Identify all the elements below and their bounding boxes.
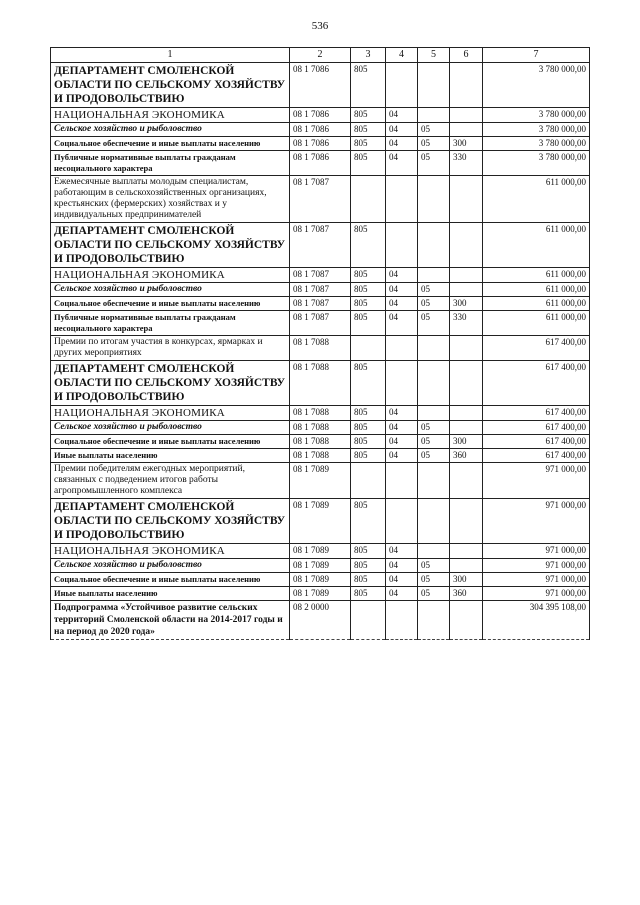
header-cell-name: 1 [51, 48, 290, 63]
table-row [51, 499, 590, 544]
cell-sum: 3 780 000,00 [483, 63, 590, 108]
cell-rz: 04 [386, 435, 418, 449]
table-row [51, 176, 590, 223]
cell-name: Социальное обеспечение и иные выплаты населению [51, 297, 290, 311]
page-number: 536 [311, 20, 329, 32]
cell-name: Публичные нормативные выплаты гражданам несоциального характера [51, 311, 290, 336]
cell-code: 08 1 7089 [290, 499, 351, 544]
table-row [51, 587, 590, 601]
cell-sum: 971 000,00 [483, 587, 590, 601]
cell-code: 08 1 7089 [290, 587, 351, 601]
cell-grbs [351, 176, 386, 223]
table-row [51, 137, 590, 151]
cell-rz: 04 [386, 311, 418, 336]
cell-sum: 611 000,00 [483, 311, 590, 336]
cell-pr: 05 [418, 435, 450, 449]
cell-vr [450, 406, 483, 421]
cell-name: ДЕПАРТАМЕНТ СМОЛЕНСКОЙ ОБЛАСТИ ПО СЕЛЬСКОМУ ХОЗЯЙСТВУ И ПРОДОВОЛЬСТВИЮ [51, 63, 290, 108]
cell-grbs: 805 [351, 63, 386, 108]
cell-name: Сельское хозяйство и рыболовство [51, 123, 290, 137]
cell-rz: 04 [386, 544, 418, 559]
cell-vr [450, 463, 483, 499]
table-row [51, 283, 590, 297]
cell-name: ДЕПАРТАМЕНТ СМОЛЕНСКОЙ ОБЛАСТИ ПО СЕЛЬСКОМУ ХОЗЯЙСТВУ И ПРОДОВОЛЬСТВИЮ [51, 499, 290, 544]
cell-pr: 05 [418, 421, 450, 435]
cell-sum: 971 000,00 [483, 499, 590, 544]
cell-pr: 05 [418, 449, 450, 463]
cell-grbs: 805 [351, 559, 386, 573]
cell-rz: 04 [386, 559, 418, 573]
cell-name: Сельское хозяйство и рыболовство [51, 559, 290, 573]
cell-name: Премии по итогам участия в конкурсах, ярмарках и других мероприятиях [51, 336, 290, 361]
cell-sum: 611 000,00 [483, 268, 590, 283]
cell-grbs: 805 [351, 449, 386, 463]
cell-rz [386, 601, 418, 640]
cell-grbs: 805 [351, 361, 386, 406]
cell-code: 08 1 7086 [290, 108, 351, 123]
cell-pr: 05 [418, 137, 450, 151]
cell-pr: 05 [418, 151, 450, 176]
cell-sum: 3 780 000,00 [483, 137, 590, 151]
cell-code: 08 1 7089 [290, 544, 351, 559]
cell-grbs: 805 [351, 283, 386, 297]
cell-name: ДЕПАРТАМЕНТ СМОЛЕНСКОЙ ОБЛАСТИ ПО СЕЛЬСКОМУ ХОЗЯЙСТВУ И ПРОДОВОЛЬСТВИЮ [51, 361, 290, 406]
table-row [51, 63, 590, 108]
table-row [51, 559, 590, 573]
cell-vr [450, 336, 483, 361]
cell-grbs: 805 [351, 421, 386, 435]
cell-grbs: 805 [351, 151, 386, 176]
cell-code: 08 1 7087 [290, 283, 351, 297]
cell-vr: 360 [450, 587, 483, 601]
cell-code: 08 1 7088 [290, 336, 351, 361]
cell-pr: 05 [418, 311, 450, 336]
table-row [51, 151, 590, 176]
cell-sum: 617 400,00 [483, 421, 590, 435]
cell-grbs: 805 [351, 587, 386, 601]
cell-sum: 971 000,00 [483, 544, 590, 559]
cell-rz: 04 [386, 268, 418, 283]
cell-name: Сельское хозяйство и рыболовство [51, 283, 290, 297]
cell-name: Премии победителям ежегодных мероприятий, связанных с подведением итогов работы агропромышленного комплекса [51, 463, 290, 499]
cell-vr [450, 544, 483, 559]
cell-rz [386, 223, 418, 268]
cell-grbs: 805 [351, 544, 386, 559]
cell-code: 08 1 7087 [290, 268, 351, 283]
cell-grbs: 805 [351, 311, 386, 336]
cell-name: НАЦИОНАЛЬНАЯ ЭКОНОМИКА [51, 544, 290, 559]
cell-rz [386, 336, 418, 361]
cell-pr [418, 176, 450, 223]
header-cell-code: 2 [290, 48, 351, 63]
cell-grbs: 805 [351, 573, 386, 587]
header-cell-vr: 6 [450, 48, 483, 63]
table-row [51, 223, 590, 268]
cell-sum: 617 400,00 [483, 361, 590, 406]
cell-sum: 611 000,00 [483, 176, 590, 223]
cell-rz: 04 [386, 137, 418, 151]
table-row [51, 601, 590, 640]
cell-grbs: 805 [351, 223, 386, 268]
cell-name: Иные выплаты населению [51, 587, 290, 601]
cell-vr [450, 421, 483, 435]
cell-vr [450, 283, 483, 297]
cell-code: 08 1 7088 [290, 406, 351, 421]
cell-name: Социальное обеспечение и иные выплаты населению [51, 435, 290, 449]
cell-sum: 971 000,00 [483, 559, 590, 573]
header-cell-grbs: 3 [351, 48, 386, 63]
cell-code: 08 1 7088 [290, 435, 351, 449]
budget-table [50, 47, 590, 640]
cell-rz: 04 [386, 587, 418, 601]
cell-pr [418, 223, 450, 268]
cell-grbs [351, 463, 386, 499]
cell-rz [386, 176, 418, 223]
cell-rz: 04 [386, 573, 418, 587]
cell-code: 08 1 7089 [290, 463, 351, 499]
cell-rz: 04 [386, 421, 418, 435]
cell-vr [450, 108, 483, 123]
cell-name: Социальное обеспечение и иные выплаты населению [51, 573, 290, 587]
cell-pr [418, 336, 450, 361]
cell-name: Социальное обеспечение и иные выплаты населению [51, 137, 290, 151]
cell-pr: 05 [418, 587, 450, 601]
cell-name: ДЕПАРТАМЕНТ СМОЛЕНСКОЙ ОБЛАСТИ ПО СЕЛЬСКОМУ ХОЗЯЙСТВУ И ПРОДОВОЛЬСТВИЮ [51, 223, 290, 268]
cell-code: 08 1 7088 [290, 361, 351, 406]
cell-sum: 304 395 108,00 [483, 601, 590, 640]
cell-pr [418, 463, 450, 499]
cell-name: НАЦИОНАЛЬНАЯ ЭКОНОМИКА [51, 108, 290, 123]
cell-name: Подпрограмма «Устойчивое развитие сельских территорий Смоленской области на 2014-2017 годы и на период до 2020 года» [51, 601, 290, 640]
cell-pr [418, 601, 450, 640]
table-row [51, 336, 590, 361]
cell-rz [386, 63, 418, 108]
cell-sum: 971 000,00 [483, 463, 590, 499]
cell-code: 08 1 7089 [290, 559, 351, 573]
cell-vr: 330 [450, 151, 483, 176]
cell-vr [450, 601, 483, 640]
cell-pr [418, 108, 450, 123]
cell-code: 08 1 7086 [290, 123, 351, 137]
table-header-row [51, 48, 590, 63]
cell-grbs: 805 [351, 123, 386, 137]
table-row [51, 311, 590, 336]
cell-pr [418, 499, 450, 544]
table-row [51, 573, 590, 587]
cell-code: 08 1 7087 [290, 311, 351, 336]
cell-vr [450, 499, 483, 544]
cell-vr: 300 [450, 297, 483, 311]
cell-name: НАЦИОНАЛЬНАЯ ЭКОНОМИКА [51, 268, 290, 283]
cell-code: 08 1 7086 [290, 63, 351, 108]
cell-sum: 3 780 000,00 [483, 108, 590, 123]
cell-pr: 05 [418, 573, 450, 587]
cell-grbs: 805 [351, 435, 386, 449]
cell-sum: 611 000,00 [483, 283, 590, 297]
cell-rz: 04 [386, 297, 418, 311]
cell-code: 08 1 7087 [290, 223, 351, 268]
cell-pr [418, 544, 450, 559]
cell-vr: 360 [450, 449, 483, 463]
cell-vr [450, 176, 483, 223]
table-row [51, 449, 590, 463]
table-row [51, 123, 590, 137]
cell-grbs: 805 [351, 137, 386, 151]
cell-grbs: 805 [351, 268, 386, 283]
cell-sum: 3 780 000,00 [483, 151, 590, 176]
cell-vr [450, 223, 483, 268]
cell-grbs [351, 601, 386, 640]
cell-grbs: 805 [351, 297, 386, 311]
cell-sum: 3 780 000,00 [483, 123, 590, 137]
table-row [51, 463, 590, 499]
cell-code: 08 1 7087 [290, 176, 351, 223]
cell-rz [386, 463, 418, 499]
cell-vr [450, 268, 483, 283]
cell-sum: 617 400,00 [483, 336, 590, 361]
cell-code: 08 1 7086 [290, 137, 351, 151]
cell-name: НАЦИОНАЛЬНАЯ ЭКОНОМИКА [51, 406, 290, 421]
cell-vr [450, 123, 483, 137]
cell-pr [418, 63, 450, 108]
cell-code: 08 1 7087 [290, 297, 351, 311]
cell-name: Публичные нормативные выплаты гражданам несоциального характера [51, 151, 290, 176]
cell-grbs: 805 [351, 499, 386, 544]
table-row [51, 421, 590, 435]
cell-vr [450, 63, 483, 108]
cell-vr [450, 361, 483, 406]
cell-grbs: 805 [351, 108, 386, 123]
cell-sum: 611 000,00 [483, 223, 590, 268]
cell-vr [450, 559, 483, 573]
cell-pr: 05 [418, 559, 450, 573]
cell-pr: 05 [418, 297, 450, 311]
cell-vr: 300 [450, 435, 483, 449]
cell-sum: 971 000,00 [483, 573, 590, 587]
cell-sum: 617 400,00 [483, 435, 590, 449]
table-row [51, 544, 590, 559]
cell-rz [386, 499, 418, 544]
cell-vr: 330 [450, 311, 483, 336]
cell-rz: 04 [386, 283, 418, 297]
table-row [51, 406, 590, 421]
table-row [51, 108, 590, 123]
cell-sum: 611 000,00 [483, 297, 590, 311]
cell-name: Ежемесячные выплаты молодым специалистам, работающим в сельскохозяйственных организациях, крестьянских (фермерских) хозяйствах и у индивидуальных предпринимателей [51, 176, 290, 223]
cell-code: 08 1 7088 [290, 449, 351, 463]
cell-code: 08 1 7088 [290, 421, 351, 435]
table-row [51, 297, 590, 311]
cell-vr: 300 [450, 137, 483, 151]
cell-pr [418, 268, 450, 283]
cell-code: 08 2 0000 [290, 601, 351, 640]
table-row [51, 361, 590, 406]
cell-sum: 617 400,00 [483, 449, 590, 463]
cell-rz: 04 [386, 123, 418, 137]
cell-code: 08 1 7089 [290, 573, 351, 587]
cell-pr [418, 406, 450, 421]
cell-vr: 300 [450, 573, 483, 587]
cell-rz: 04 [386, 108, 418, 123]
table-row [51, 435, 590, 449]
cell-name: Иные выплаты населению [51, 449, 290, 463]
cell-sum: 617 400,00 [483, 406, 590, 421]
cell-rz: 04 [386, 406, 418, 421]
cell-name: Сельское хозяйство и рыболовство [51, 421, 290, 435]
cell-pr: 05 [418, 123, 450, 137]
cell-code: 08 1 7086 [290, 151, 351, 176]
cell-grbs [351, 336, 386, 361]
cell-pr [418, 361, 450, 406]
header-cell-pr: 5 [418, 48, 450, 63]
header-cell-rz: 4 [386, 48, 418, 63]
cell-rz [386, 361, 418, 406]
header-cell-sum: 7 [483, 48, 590, 63]
cell-rz: 04 [386, 449, 418, 463]
cell-rz: 04 [386, 151, 418, 176]
table-row [51, 268, 590, 283]
cell-pr: 05 [418, 283, 450, 297]
cell-grbs: 805 [351, 406, 386, 421]
